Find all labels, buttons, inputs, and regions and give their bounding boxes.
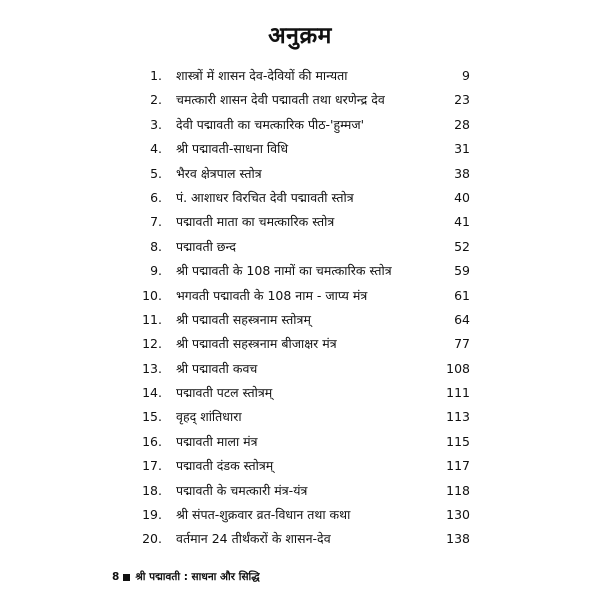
toc-entry-title: पं. आशाधर विरचित देवी पद्मावती स्तोत्र bbox=[176, 189, 354, 205]
toc-entry-title: पद्मावती पटल स्तोत्रम् bbox=[176, 385, 273, 401]
toc-entry-title: भैरव क्षेत्रपाल स्तोत्र bbox=[176, 165, 262, 181]
toc-entry-title: शास्त्रों में शासन देव-देवियों की मान्यता bbox=[176, 68, 348, 83]
footer-square-icon bbox=[123, 574, 130, 581]
toc-entry-page: 9 bbox=[462, 68, 470, 83]
toc-entry-page: 28 bbox=[454, 116, 470, 132]
toc-entry bbox=[0, 210, 600, 234]
toc-entry-number: 18. bbox=[142, 482, 162, 498]
toc-entry-title: पद्मावती माता का चमत्कारिक स्तोत्र bbox=[176, 214, 335, 230]
toc-entry bbox=[0, 284, 600, 308]
toc-entry-number: 10. bbox=[142, 287, 162, 303]
toc-entry bbox=[0, 308, 600, 332]
toc-entry bbox=[0, 430, 600, 454]
toc-entry-page: 64 bbox=[454, 311, 470, 327]
toc-entry bbox=[0, 454, 600, 478]
toc-entry-number: 14. bbox=[142, 385, 162, 401]
toc-entry-title: देवी पद्मावती का चमत्कारिक पीठ-'हुम्मज' bbox=[176, 116, 365, 132]
toc-entry-number: 17. bbox=[142, 458, 162, 474]
toc-entry bbox=[0, 113, 600, 137]
toc-entry-page: 38 bbox=[454, 165, 470, 181]
page-title: अनुक्रम bbox=[268, 23, 332, 49]
toc-entry-page: 117 bbox=[446, 458, 470, 474]
toc-entry-page: 108 bbox=[446, 360, 470, 376]
toc-entry-title: श्री पद्मावती सहस्त्रनाम बीजाक्षर मंत्र bbox=[176, 336, 337, 352]
toc-entry-title: चमत्कारी शासन देवी पद्मावती तथा धरणेन्द्र देव bbox=[176, 92, 385, 108]
toc-entry-title: पद्मावती छन्द bbox=[176, 238, 237, 254]
toc-entry-page: 59 bbox=[454, 263, 470, 279]
toc-entry-number: 20. bbox=[142, 531, 162, 547]
toc-entry-number: 4. bbox=[150, 141, 162, 157]
toc-entry bbox=[0, 235, 600, 259]
toc-entry bbox=[0, 332, 600, 356]
toc-entry-title: श्री पद्मावती सहस्त्रनाम स्तोत्रम् bbox=[176, 311, 311, 327]
toc-entry bbox=[0, 64, 600, 88]
toc-entry-page: 118 bbox=[446, 482, 470, 498]
toc-entry-number: 19. bbox=[142, 507, 162, 523]
toc-entry-number: 9. bbox=[150, 263, 162, 279]
toc-entry-title: पद्मावती के चमत्कारी मंत्र-यंत्र bbox=[176, 482, 308, 498]
toc-entry-page: 40 bbox=[454, 189, 470, 205]
toc-entry-number: 1. bbox=[150, 68, 162, 83]
footer-book-title: श्री पद्मावती : साधना और सिद्धि bbox=[135, 571, 260, 583]
toc-entry-number: 16. bbox=[142, 433, 162, 449]
toc-entry-title: वृहद् शांतिधारा bbox=[176, 409, 242, 425]
toc-entry-title: पद्मावती दंडक स्तोत्रम् bbox=[176, 458, 274, 474]
toc-entry-number: 15. bbox=[142, 409, 162, 425]
toc-entry-title: श्री पद्मावती-साधना विधि bbox=[176, 141, 289, 157]
toc-entry-number: 11. bbox=[142, 311, 162, 327]
toc-entry bbox=[0, 137, 600, 161]
toc-entry bbox=[0, 357, 600, 381]
toc-entry bbox=[0, 88, 600, 112]
footer-page-number: 8 bbox=[112, 571, 120, 583]
toc-entry-number: 5. bbox=[150, 165, 162, 181]
toc-entry-page: 52 bbox=[454, 238, 470, 254]
toc-entry bbox=[0, 479, 600, 503]
toc-entry-title: वर्तमान 24 तीर्थंकरों के शासन-देव bbox=[176, 531, 331, 547]
toc-entry-number: 2. bbox=[150, 92, 162, 108]
toc-entry-page: 31 bbox=[454, 141, 470, 157]
toc-entry bbox=[0, 186, 600, 210]
toc-entry-page: 61 bbox=[454, 287, 470, 303]
toc-entry bbox=[0, 259, 600, 283]
toc-entry-title: श्री संपत-शुक्रवार व्रत-विधान तथा कथा bbox=[176, 507, 351, 523]
toc-entry-title: श्री पद्मावती कवच bbox=[176, 360, 258, 376]
toc-entry-number: 13. bbox=[142, 360, 162, 376]
toc-entry-page: 113 bbox=[446, 409, 470, 425]
toc-entry-title: श्री पद्मावती के 108 नामों का चमत्कारिक स्तोत्र bbox=[176, 263, 392, 279]
toc-entry-number: 6. bbox=[150, 189, 162, 205]
toc-entry-number: 7. bbox=[150, 214, 162, 230]
toc-entry-title: भगवती पद्मावती के 108 नाम - जाप्य मंत्र bbox=[176, 287, 368, 303]
toc-entry bbox=[0, 405, 600, 429]
toc-entry-page: 138 bbox=[446, 531, 470, 547]
page-footer bbox=[112, 570, 260, 584]
toc-entry bbox=[0, 503, 600, 527]
toc-entry-page: 41 bbox=[454, 214, 470, 230]
toc-entry-number: 3. bbox=[150, 116, 162, 132]
toc-entry-page: 111 bbox=[446, 385, 470, 401]
toc-entry-page: 130 bbox=[446, 507, 470, 523]
table-of-contents bbox=[0, 64, 600, 552]
toc-entry-number: 12. bbox=[142, 336, 162, 352]
toc-entry bbox=[0, 527, 600, 551]
toc-entry-title: पद्मावती माला मंत्र bbox=[176, 433, 258, 449]
toc-entry-page: 77 bbox=[454, 336, 470, 352]
toc-entry-page: 115 bbox=[446, 433, 470, 449]
toc-entry-page: 23 bbox=[454, 92, 470, 108]
toc-entry bbox=[0, 381, 600, 405]
toc-entry bbox=[0, 162, 600, 186]
toc-entry-number: 8. bbox=[150, 238, 162, 254]
